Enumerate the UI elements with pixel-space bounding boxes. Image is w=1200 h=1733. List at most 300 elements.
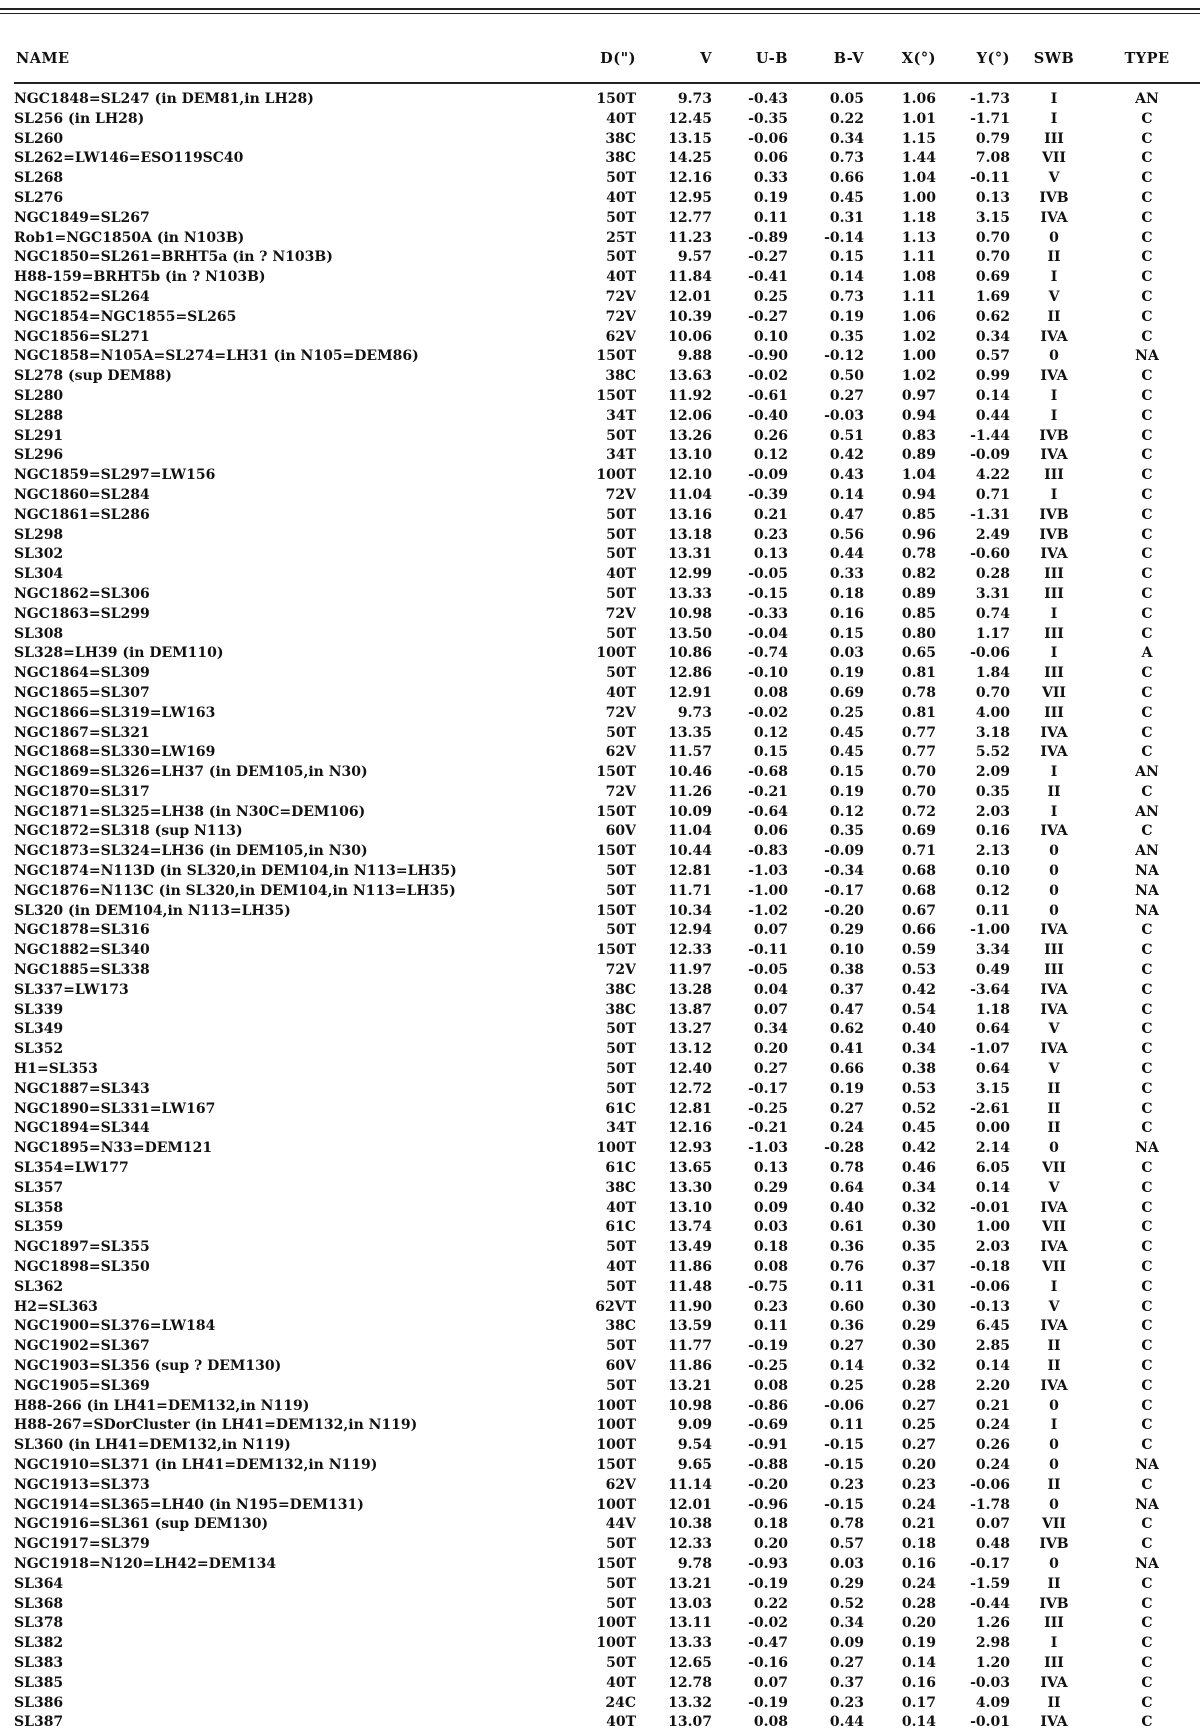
cell-diameter: 50T bbox=[606, 249, 636, 266]
cell-x: 0.52 bbox=[901, 1100, 936, 1117]
cell-u-b: -0.90 bbox=[748, 348, 788, 365]
cell-b-v: -0.15 bbox=[824, 1496, 864, 1513]
cell-u-b: 0.13 bbox=[753, 1160, 788, 1177]
cell-swb: VII bbox=[1042, 1219, 1066, 1236]
table-row bbox=[14, 565, 1196, 585]
cell-y: 3.15 bbox=[975, 1080, 1010, 1097]
cell-swb: 0 bbox=[1049, 1496, 1059, 1513]
cell-swb: IVA bbox=[1040, 546, 1068, 563]
cell-b-v: 0.29 bbox=[829, 922, 864, 939]
cell-swb: IVA bbox=[1040, 981, 1068, 998]
cell-v: 13.50 bbox=[668, 625, 712, 642]
cell-b-v: -0.09 bbox=[824, 843, 864, 860]
cell-v: 13.63 bbox=[668, 368, 712, 385]
cell-v: 10.86 bbox=[668, 645, 712, 662]
cell-name: NGC1902=SL367 bbox=[14, 1338, 150, 1355]
cell-u-b: -1.00 bbox=[748, 882, 788, 899]
cell-u-b: -0.69 bbox=[748, 1417, 788, 1434]
cell-swb: I bbox=[1050, 407, 1058, 424]
header-diameter: D(") bbox=[600, 49, 636, 67]
cell-x: 0.69 bbox=[901, 823, 936, 840]
cell-b-v: 0.45 bbox=[829, 744, 864, 761]
cell-x: 0.31 bbox=[901, 1278, 936, 1295]
table-row bbox=[14, 1456, 1196, 1476]
table-row bbox=[14, 248, 1196, 268]
cell-u-b: 0.18 bbox=[753, 1516, 788, 1533]
cell-b-v: 0.47 bbox=[829, 1001, 864, 1018]
cell-v: 13.32 bbox=[668, 1694, 712, 1711]
cell-x: 0.97 bbox=[901, 387, 936, 404]
cell-diameter: 40T bbox=[606, 684, 636, 701]
cell-diameter: 50T bbox=[606, 1338, 636, 1355]
cell-b-v: 0.44 bbox=[829, 1714, 864, 1731]
cell-v: 12.91 bbox=[668, 684, 712, 701]
cell-y: 0.12 bbox=[975, 882, 1010, 899]
cell-x: 1.01 bbox=[901, 110, 936, 127]
cell-v: 13.49 bbox=[668, 1239, 712, 1256]
cell-y: 0.64 bbox=[975, 1021, 1010, 1038]
cell-b-v: 0.31 bbox=[829, 209, 864, 226]
cell-name: NGC1865=SL307 bbox=[14, 684, 150, 701]
cell-name: NGC1885=SL338 bbox=[14, 962, 150, 979]
cell-y: 0.71 bbox=[975, 486, 1010, 503]
cell-u-b: 0.21 bbox=[753, 506, 788, 523]
cell-y: 1.20 bbox=[975, 1654, 1010, 1671]
table-row bbox=[14, 130, 1196, 150]
cell-u-b: 0.03 bbox=[753, 1219, 788, 1236]
cell-diameter: 50T bbox=[606, 665, 636, 682]
cell-swb: II bbox=[1047, 1358, 1061, 1374]
table-row bbox=[14, 1020, 1196, 1040]
cell-diameter: 50T bbox=[606, 1021, 636, 1038]
cell-b-v: -0.15 bbox=[824, 1437, 864, 1454]
cell-name: SL278 (sup DEM88) bbox=[14, 368, 172, 385]
cell-b-v: 0.19 bbox=[829, 308, 864, 325]
cell-b-v: 0.23 bbox=[829, 1694, 864, 1711]
cell-y: -0.18 bbox=[970, 1259, 1010, 1276]
cell-y: 0.70 bbox=[975, 229, 1010, 246]
cell-u-b: -0.25 bbox=[748, 1358, 788, 1374]
cell-name: NGC1914=SL365=LH40 (in N195=DEM131) bbox=[14, 1496, 364, 1513]
cell-swb: II bbox=[1047, 1100, 1061, 1117]
cell-u-b: 0.25 bbox=[753, 288, 788, 305]
cell-type: C bbox=[1141, 1377, 1153, 1394]
cell-x: 0.45 bbox=[901, 1120, 936, 1137]
cell-v: 13.11 bbox=[668, 1615, 712, 1632]
cell-type: C bbox=[1141, 922, 1153, 939]
cell-y: -0.11 bbox=[970, 170, 1010, 187]
cell-u-b: -0.19 bbox=[748, 1338, 788, 1355]
cell-b-v: 0.41 bbox=[829, 1041, 864, 1058]
cell-swb: V bbox=[1048, 288, 1060, 305]
cell-y: 2.85 bbox=[975, 1338, 1010, 1355]
cell-v: 11.57 bbox=[668, 744, 712, 761]
cell-v: 12.95 bbox=[668, 189, 712, 206]
cell-diameter: 40T bbox=[606, 1674, 636, 1691]
cell-name: SL276 bbox=[14, 189, 64, 206]
cell-y: 6.05 bbox=[975, 1160, 1010, 1177]
cell-name: SL302 bbox=[14, 546, 64, 563]
table-row bbox=[14, 882, 1196, 902]
cell-y: 1.84 bbox=[975, 665, 1010, 682]
cell-u-b: -0.02 bbox=[748, 704, 788, 721]
cell-u-b: -0.33 bbox=[748, 605, 788, 622]
cell-type: C bbox=[1141, 387, 1153, 404]
cell-name: SL298 bbox=[14, 526, 64, 543]
cell-diameter: 40T bbox=[606, 1259, 636, 1276]
cell-diameter: 100T bbox=[596, 1635, 636, 1652]
cell-x: 0.32 bbox=[901, 1199, 936, 1216]
cell-b-v: 0.14 bbox=[829, 269, 864, 286]
cell-swb: I bbox=[1050, 645, 1058, 662]
cell-x: 0.65 bbox=[901, 645, 936, 662]
cell-x: 0.30 bbox=[901, 1338, 936, 1355]
cell-v: 9.88 bbox=[677, 348, 712, 365]
cell-name: NGC1852=SL264 bbox=[14, 288, 150, 305]
cell-diameter: 34T bbox=[606, 407, 636, 424]
cell-name: NGC1903=SL356 (sup ? DEM130) bbox=[14, 1358, 282, 1374]
cell-x: 1.02 bbox=[901, 328, 936, 345]
cell-name: NGC1870=SL317 bbox=[14, 783, 150, 800]
top-rule bbox=[0, 8, 1200, 10]
cell-y: 0.35 bbox=[975, 783, 1010, 800]
cell-name: NGC1910=SL371 (in LH41=DEM132,in N119) bbox=[14, 1456, 378, 1473]
cell-x: 0.46 bbox=[901, 1160, 936, 1177]
cell-diameter: 62VT bbox=[595, 1298, 636, 1315]
cell-u-b: 0.04 bbox=[753, 981, 788, 998]
cell-x: 0.14 bbox=[901, 1714, 936, 1731]
cell-v: 10.39 bbox=[668, 308, 712, 325]
cell-swb: 0 bbox=[1049, 1456, 1059, 1473]
cell-diameter: 150T bbox=[596, 348, 636, 365]
cell-name: NGC1869=SL326=LH37 (in DEM105,in N30) bbox=[14, 764, 368, 781]
cell-v: 11.04 bbox=[668, 486, 712, 503]
cell-swb: 0 bbox=[1049, 1437, 1059, 1454]
table-row bbox=[14, 1337, 1196, 1357]
cell-u-b: -0.41 bbox=[748, 269, 788, 286]
cell-type: C bbox=[1141, 1358, 1153, 1374]
cell-v: 11.86 bbox=[668, 1259, 712, 1276]
cell-y: -1.44 bbox=[970, 427, 1010, 444]
cell-type: C bbox=[1141, 1259, 1153, 1276]
cell-type: NA bbox=[1135, 1496, 1159, 1513]
cell-y: 0.21 bbox=[975, 1397, 1010, 1414]
cell-u-b: 0.07 bbox=[753, 1674, 788, 1691]
cell-type: AN bbox=[1135, 764, 1159, 781]
table-row bbox=[14, 625, 1196, 645]
cell-swb: 0 bbox=[1049, 1140, 1059, 1157]
cell-v: 12.33 bbox=[668, 942, 712, 959]
cell-y: 4.09 bbox=[975, 1694, 1010, 1711]
cell-diameter: 61C bbox=[605, 1100, 636, 1117]
table-row bbox=[14, 941, 1196, 961]
cell-name: SL386 bbox=[14, 1694, 64, 1711]
cell-type: C bbox=[1141, 1397, 1153, 1414]
cell-diameter: 72V bbox=[605, 962, 636, 979]
cell-type: C bbox=[1141, 1041, 1153, 1058]
cell-x: 0.29 bbox=[901, 1318, 936, 1335]
cell-name: SL328=LH39 (in DEM110) bbox=[14, 645, 224, 662]
cell-diameter: 50T bbox=[606, 1654, 636, 1671]
cell-y: 2.09 bbox=[975, 764, 1010, 781]
cell-u-b: -0.10 bbox=[748, 665, 788, 682]
cell-u-b: -0.05 bbox=[748, 962, 788, 979]
table-row bbox=[14, 803, 1196, 823]
cell-u-b: -0.68 bbox=[748, 764, 788, 781]
header-x: X(°) bbox=[901, 49, 936, 67]
cell-x: 0.66 bbox=[901, 922, 936, 939]
cell-y: 2.14 bbox=[975, 1140, 1010, 1157]
cell-x: 1.15 bbox=[901, 130, 936, 147]
cell-name: SL368 bbox=[14, 1595, 64, 1612]
cell-swb: 0 bbox=[1049, 348, 1059, 365]
cell-u-b: 0.19 bbox=[753, 189, 788, 206]
cell-b-v: 0.05 bbox=[829, 91, 864, 107]
cell-y: 1.26 bbox=[975, 1615, 1010, 1632]
cell-u-b: -0.02 bbox=[748, 1615, 788, 1632]
table-row bbox=[14, 981, 1196, 1001]
table-row bbox=[14, 446, 1196, 466]
cell-type: C bbox=[1141, 486, 1153, 503]
cell-b-v: 0.60 bbox=[829, 1298, 864, 1315]
cell-name: SL256 (in LH28) bbox=[14, 110, 145, 127]
table-row bbox=[14, 1199, 1196, 1219]
cell-type: AN bbox=[1135, 91, 1159, 107]
cell-swb: 0 bbox=[1049, 229, 1059, 246]
table-row bbox=[14, 1515, 1196, 1535]
cell-y: 0.14 bbox=[975, 1179, 1010, 1196]
cell-swb: IVB bbox=[1039, 1536, 1069, 1553]
cell-y: 0.14 bbox=[975, 387, 1010, 404]
cell-b-v: 0.73 bbox=[829, 288, 864, 305]
cell-type: C bbox=[1141, 1516, 1153, 1533]
cell-v: 13.16 bbox=[668, 506, 712, 523]
cell-b-v: 0.37 bbox=[829, 981, 864, 998]
cell-name: SL308 bbox=[14, 625, 64, 642]
cell-swb: I bbox=[1050, 91, 1058, 107]
cell-swb: II bbox=[1047, 1120, 1061, 1137]
cell-u-b: -0.25 bbox=[748, 1100, 788, 1117]
cell-swb: VII bbox=[1042, 1259, 1066, 1276]
cell-v: 13.27 bbox=[668, 1021, 712, 1038]
cell-swb: IVB bbox=[1039, 506, 1069, 523]
cell-type: C bbox=[1141, 368, 1153, 385]
cell-u-b: 0.20 bbox=[753, 1536, 788, 1553]
cell-u-b: 0.15 bbox=[753, 744, 788, 761]
cell-diameter: 38C bbox=[605, 130, 636, 147]
cell-b-v: 0.61 bbox=[829, 1219, 864, 1236]
cell-b-v: 0.66 bbox=[829, 170, 864, 187]
cell-type: C bbox=[1141, 625, 1153, 642]
cell-type: C bbox=[1141, 150, 1153, 167]
cell-x: 1.06 bbox=[901, 91, 936, 107]
top-rule-thin bbox=[0, 13, 1200, 14]
cell-x: 0.77 bbox=[901, 744, 936, 761]
cell-b-v: 0.19 bbox=[829, 1080, 864, 1097]
cell-y: 1.17 bbox=[975, 625, 1010, 642]
table-body bbox=[14, 86, 1196, 1733]
cell-b-v: 0.29 bbox=[829, 1575, 864, 1592]
cell-y: 1.69 bbox=[975, 288, 1010, 305]
cell-type: C bbox=[1141, 288, 1153, 305]
cell-swb: II bbox=[1047, 249, 1061, 266]
cell-diameter: 50T bbox=[606, 546, 636, 563]
cell-diameter: 62V bbox=[605, 1476, 636, 1493]
cell-v: 11.48 bbox=[668, 1278, 712, 1295]
cell-swb: I bbox=[1050, 1278, 1058, 1295]
cell-b-v: 0.25 bbox=[829, 704, 864, 721]
table-row bbox=[14, 1100, 1196, 1120]
cell-x: 0.24 bbox=[901, 1575, 936, 1592]
table-row bbox=[14, 149, 1196, 169]
table-row bbox=[14, 921, 1196, 941]
cell-u-b: -0.93 bbox=[748, 1555, 788, 1572]
cell-v: 12.81 bbox=[668, 863, 712, 880]
cell-v: 9.57 bbox=[677, 249, 712, 266]
cell-name: SL260 bbox=[14, 130, 64, 147]
cell-b-v: -0.28 bbox=[824, 1140, 864, 1157]
cell-b-v: 0.36 bbox=[829, 1318, 864, 1335]
cell-swb: II bbox=[1047, 1575, 1061, 1592]
cell-diameter: 100T bbox=[596, 467, 636, 484]
cell-v: 12.77 bbox=[668, 209, 712, 226]
cell-swb: IVA bbox=[1040, 922, 1068, 939]
cell-swb: IVA bbox=[1040, 724, 1068, 741]
cell-diameter: 72V bbox=[605, 605, 636, 622]
cell-x: 0.59 bbox=[901, 942, 936, 959]
cell-y: 3.15 bbox=[975, 209, 1010, 226]
cell-y: 0.14 bbox=[975, 1358, 1010, 1374]
cell-diameter: 150T bbox=[596, 942, 636, 959]
cell-type: C bbox=[1141, 546, 1153, 563]
cell-name: SL357 bbox=[14, 1179, 64, 1196]
cell-name: SL387 bbox=[14, 1714, 64, 1731]
cell-type: NA bbox=[1135, 348, 1159, 365]
cell-name: NGC1863=SL299 bbox=[14, 605, 150, 622]
cell-type: C bbox=[1141, 1080, 1153, 1097]
cell-b-v: 0.62 bbox=[829, 1021, 864, 1038]
cell-u-b: -0.19 bbox=[748, 1694, 788, 1711]
cell-name: NGC1868=SL330=LW169 bbox=[14, 744, 216, 761]
cell-swb: IVA bbox=[1040, 1318, 1068, 1335]
cell-u-b: 0.12 bbox=[753, 447, 788, 464]
cell-swb: III bbox=[1044, 1615, 1064, 1632]
cell-x: 0.83 bbox=[901, 427, 936, 444]
cell-b-v: 0.27 bbox=[829, 1100, 864, 1117]
cell-b-v: 0.45 bbox=[829, 724, 864, 741]
cell-b-v: 0.66 bbox=[829, 1061, 864, 1078]
cell-v: 13.33 bbox=[668, 1635, 712, 1652]
cell-name: SL304 bbox=[14, 566, 64, 583]
cell-swb: IVA bbox=[1040, 368, 1068, 385]
cell-diameter: 50T bbox=[606, 922, 636, 939]
cell-type: C bbox=[1141, 724, 1153, 741]
cell-v: 13.74 bbox=[668, 1219, 712, 1236]
cell-b-v: 0.34 bbox=[829, 130, 864, 147]
cell-b-v: 0.11 bbox=[829, 1417, 864, 1434]
cell-u-b: 0.23 bbox=[753, 1298, 788, 1315]
table-row bbox=[14, 1298, 1196, 1318]
cell-type: C bbox=[1141, 1338, 1153, 1355]
cell-x: 0.34 bbox=[901, 1041, 936, 1058]
cell-name: H2=SL363 bbox=[14, 1298, 98, 1315]
cell-x: 0.32 bbox=[901, 1358, 936, 1374]
header-swb: SWB bbox=[1033, 49, 1075, 67]
cell-v: 13.35 bbox=[668, 724, 712, 741]
cell-v: 9.54 bbox=[677, 1437, 712, 1454]
cell-u-b: 0.11 bbox=[753, 209, 788, 226]
cell-type: C bbox=[1141, 566, 1153, 583]
cell-y: -0.03 bbox=[970, 1674, 1010, 1691]
cell-diameter: 150T bbox=[596, 803, 636, 820]
cell-u-b: 0.13 bbox=[753, 546, 788, 563]
table-row bbox=[14, 1476, 1196, 1496]
cell-x: 0.85 bbox=[901, 605, 936, 622]
cell-y: 0.16 bbox=[975, 823, 1010, 840]
cell-name: NGC1878=SL316 bbox=[14, 922, 150, 939]
cell-type: C bbox=[1141, 1298, 1153, 1315]
cell-y: 2.03 bbox=[975, 803, 1010, 820]
cell-u-b: -0.04 bbox=[748, 625, 788, 642]
cell-type: C bbox=[1141, 170, 1153, 187]
cell-u-b: 0.26 bbox=[753, 427, 788, 444]
cell-name: NGC1898=SL350 bbox=[14, 1259, 150, 1276]
cell-y: 6.45 bbox=[975, 1318, 1010, 1335]
cell-v: 12.93 bbox=[668, 1140, 712, 1157]
cell-swb: III bbox=[1044, 942, 1064, 959]
table-row bbox=[14, 1139, 1196, 1159]
cell-b-v: 0.09 bbox=[829, 1635, 864, 1652]
cell-swb: IVA bbox=[1040, 1674, 1068, 1691]
cell-x: 0.28 bbox=[901, 1377, 936, 1394]
cell-type: C bbox=[1141, 981, 1153, 998]
cell-b-v: 0.34 bbox=[829, 1615, 864, 1632]
cell-name: NGC1848=SL247 (in DEM81,in LH28) bbox=[14, 91, 314, 107]
table-row bbox=[14, 1119, 1196, 1139]
cell-u-b: 0.08 bbox=[753, 1259, 788, 1276]
cell-v: 12.45 bbox=[668, 110, 712, 127]
cell-swb: III bbox=[1044, 130, 1064, 147]
cell-name: NGC1905=SL369 bbox=[14, 1377, 150, 1394]
cell-u-b: -0.75 bbox=[748, 1278, 788, 1295]
cell-type: C bbox=[1141, 704, 1153, 721]
cell-y: 2.98 bbox=[975, 1635, 1010, 1652]
table-row bbox=[14, 347, 1196, 367]
cell-b-v: 0.12 bbox=[829, 803, 864, 820]
cell-name: SL288 bbox=[14, 407, 64, 424]
cell-v: 13.21 bbox=[668, 1377, 712, 1394]
cell-v: 12.81 bbox=[668, 1100, 712, 1117]
cell-v: 13.59 bbox=[668, 1318, 712, 1335]
cell-swb: I bbox=[1050, 110, 1058, 127]
cell-name: NGC1917=SL379 bbox=[14, 1536, 150, 1553]
cell-name: NGC1871=SL325=LH38 (in N30C=DEM106) bbox=[14, 803, 366, 820]
cell-swb: III bbox=[1044, 665, 1064, 682]
cell-name: H1=SL353 bbox=[14, 1061, 98, 1078]
cell-x: 0.81 bbox=[901, 704, 936, 721]
cell-b-v: 0.23 bbox=[829, 1476, 864, 1493]
cell-swb: V bbox=[1048, 1061, 1060, 1078]
cell-type: C bbox=[1141, 506, 1153, 523]
cell-b-v: -0.03 bbox=[824, 407, 864, 424]
cell-name: Rob1=NGC1850A (in N103B) bbox=[14, 229, 245, 246]
cell-b-v: 0.27 bbox=[829, 1654, 864, 1671]
cell-swb: II bbox=[1047, 783, 1061, 800]
table-row bbox=[14, 783, 1196, 803]
table-row bbox=[14, 308, 1196, 328]
cell-v: 12.65 bbox=[668, 1654, 712, 1671]
cell-v: 13.28 bbox=[668, 981, 712, 998]
